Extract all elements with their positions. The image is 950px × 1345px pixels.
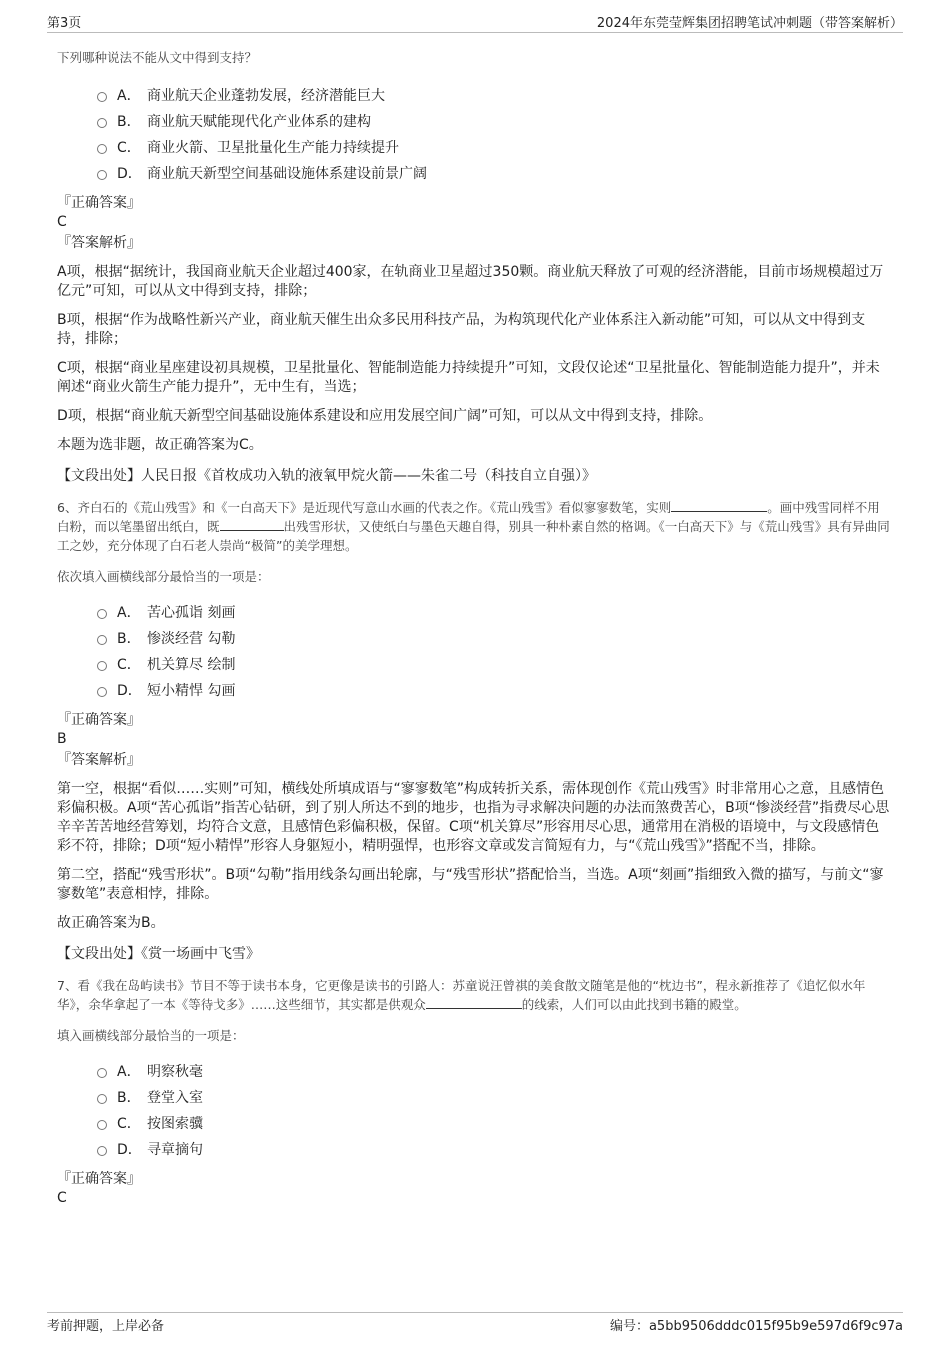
- radio-icon[interactable]: [97, 1146, 107, 1156]
- q6-option-d[interactable]: D． 短小精悍 勾画: [57, 677, 892, 703]
- document-title: 2024年东莞莹辉集团招聘笔试冲刺题（带答案解析）: [596, 16, 903, 31]
- q5-analysis-label: 『答案解析』: [57, 235, 141, 251]
- radio-icon[interactable]: [97, 661, 107, 671]
- radio-icon[interactable]: [97, 1068, 107, 1078]
- q5-analysis-c: C项，根据“商业星座建设初具规模，卫星批量化、智能制造能力持续提升”可知，文段仅论述“卫星批量化、智能制造能力提升”，并未阐述“商业火箭生产能力提升”，无中生有，当选；: [57, 360, 880, 395]
- q7-answer: C: [57, 1190, 67, 1206]
- document-id: 编号：a5bb9506dddc015f95b9e597d6f9c97a: [609, 1319, 903, 1334]
- q7-option-a[interactable]: A． 明察秋毫: [57, 1058, 892, 1084]
- q6-option-c[interactable]: C． 机关算尽 绘制: [57, 651, 892, 677]
- q6-option-a[interactable]: A． 苦心孤诣 刻画: [57, 599, 892, 625]
- radio-icon[interactable]: [97, 170, 107, 180]
- page-footer: [47, 1312, 903, 1334]
- page-number: 第3页: [47, 16, 82, 31]
- q6-ask: 依次填入画横线部分最恰当的一项是：: [57, 569, 270, 584]
- radio-icon[interactable]: [97, 635, 107, 645]
- q6-conclusion: 故正确答案为B。: [57, 915, 165, 931]
- blank-line: [671, 499, 767, 512]
- radio-icon[interactable]: [97, 92, 107, 102]
- q5-ask: 下列哪种说法不能从文中得到支持？: [57, 50, 258, 65]
- blank-line: [220, 518, 284, 531]
- footer-slogan: 考前押题，上岸必备: [47, 1319, 165, 1334]
- radio-icon[interactable]: [97, 144, 107, 154]
- q7-option-d[interactable]: D． 寻章摘句: [57, 1136, 892, 1162]
- q5-analysis-a: A项，根据“据统计，我国商业航天企业超过400家，在轨商业卫星超过350颗。商业航天释放了可观的经济潜能，目前市场规模超过万亿元”可知，可以从文中得到支持，排除；: [57, 264, 884, 299]
- q6-options: [57, 599, 892, 703]
- radio-icon[interactable]: [97, 1120, 107, 1130]
- q5-answer: C: [57, 214, 67, 230]
- q7-answer-label: 『正确答案』: [57, 1171, 141, 1187]
- q6-analysis-first: 第一空，根据“看似……实则”可知，横线处所填成语与“寥寥数笔”构成转折关系，需体现创作《荒山残雪》时非常用心之意，且感情色彩偏积极。A项“苦心孤诣”指苦心钻研，到了别人所达不到的地步，也指为寻求解决问题的办法而煞费苦心，B项“惨淡经营”指费尽心思辛辛苦苦地经营筹划，均符合文意，且感情色彩偏积极，保留。C项“机关算尽”形容用尽心思，通常用在消极的语境中，与文段感情色彩不符，排除；D项“短小精悍”形容人身躯短小，精明强悍，也形容文章或发言简短有力，与“《荒山残雪》”搭配不当，排除。: [57, 781, 890, 854]
- q6-analysis-label: 『答案解析』: [57, 752, 141, 768]
- blank-line: [426, 996, 522, 1009]
- radio-icon[interactable]: [97, 687, 107, 697]
- q6-analysis-second: 第二空，搭配“残雪形状”。B项“勾勒”指用线条勾画出轮廓，与“残雪形状”搭配恰当，当选。A项“刻画”指细致入微的描写，与前文“寥寥数笔”表意相悖，排除。: [57, 867, 884, 902]
- q6-option-b[interactable]: B． 惨淡经营 勾勒: [57, 625, 892, 651]
- q7-stem: 7、看《我在岛屿读书》节目不等于读书本身，它更像是读书的引路人：苏童说汪曾祺的美食散文随笔是他的“枕边书”，程永新推荐了《追忆似水年华》，余华拿起了一本《等待戈多》……这些细节，其实都是供观众 的线索，人们可以由此找到书籍的殿堂。: [57, 978, 866, 1012]
- q5-answer-label: 『正确答案』: [57, 195, 141, 211]
- page-header: [47, 12, 903, 33]
- document-body: [57, 48, 892, 1207]
- q7-option-b[interactable]: B． 登堂入室: [57, 1084, 892, 1110]
- q7-ask: 填入画横线部分最恰当的一项是：: [57, 1028, 245, 1043]
- q6-stem: 6、齐白石的《荒山残雪》和《一白高天下》是近现代写意山水画的代表之作。《荒山残雪》看似寥寥数笔，实则 。画中残雪同样不用白粉，而以笔墨留出纸白，既 出残雪形状，又使纸白与墨色天趣自得，别具一种朴素自然的格调。《一白高天下》与《荒山残雪》具有异曲同工之妙，充分体现了白石老人崇尚“极简”的美学理想。: [57, 500, 890, 553]
- q5-option-a[interactable]: A． 商业航天企业蓬勃发展，经济潜能巨大: [57, 82, 892, 108]
- radio-icon[interactable]: [97, 118, 107, 128]
- q7-options: [57, 1058, 892, 1162]
- q6-source: 【文段出处】《赏一场画中飞雪》: [57, 946, 260, 962]
- q5-analysis-d: D项，根据“商业航天新型空间基础设施体系建设和应用发展空间广阔”可知，可以从文中得到支持，排除。: [57, 408, 713, 424]
- radio-icon[interactable]: [97, 1094, 107, 1104]
- q5-source: 【文段出处】人民日报《首枚成功入轨的液氧甲烷火箭——朱雀二号（科技自立自强）》: [57, 468, 596, 484]
- q6-answer: B: [57, 731, 67, 747]
- q5-options: [57, 82, 892, 186]
- q6-answer-label: 『正确答案』: [57, 712, 141, 728]
- q5-option-b[interactable]: B． 商业航天赋能现代化产业体系的建构: [57, 108, 892, 134]
- q5-option-d[interactable]: D． 商业航天新型空间基础设施体系建设前景广阔: [57, 160, 892, 186]
- q5-conclusion: 本题为选非题，故正确答案为C。: [57, 437, 263, 453]
- q5-option-c[interactable]: C． 商业火箭、卫星批量化生产能力持续提升: [57, 134, 892, 160]
- q5-analysis-b: B项，根据“作为战略性新兴产业，商业航天催生出众多民用科技产品，为构筑现代化产业体系注入新动能”可知，可以从文中得到支持，排除；: [57, 312, 866, 347]
- radio-icon[interactable]: [97, 609, 107, 619]
- q7-option-c[interactable]: C． 按图索骥: [57, 1110, 892, 1136]
